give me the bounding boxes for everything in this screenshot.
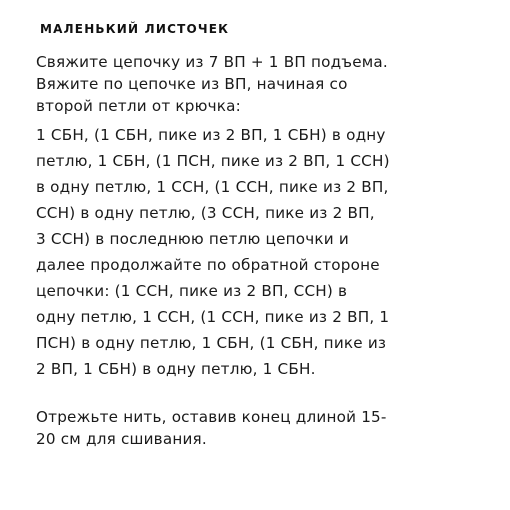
steps-line: 2 ВП, 1 СБН) в одну петлю, 1 СБН.	[36, 360, 316, 378]
steps-line: цепочки: (1 ССН, пике из 2 ВП, ССН) в	[36, 282, 348, 300]
intro-paragraph	[36, 51, 388, 117]
steps-line: ССН) в одну петлю, (3 ССН, пике из 2 ВП,	[36, 204, 375, 222]
intro-line: Свяжите цепочку из 7 ВП + 1 ВП подъема.	[36, 53, 388, 71]
page-title: МАЛЕНЬКИЙ ЛИСТОЧЕК	[40, 22, 230, 36]
outro-line: 20 см для сшивания.	[36, 430, 207, 448]
intro-line: Вяжите по цепочке из ВП, начиная со	[36, 75, 348, 93]
outro-paragraph	[36, 406, 387, 450]
steps-line: 3 ССН) в последнюю петлю цепочки и	[36, 230, 349, 248]
steps-line: одну петлю, 1 ССН, (1 ССН, пике из 2 ВП, 1	[36, 308, 390, 326]
steps-line: петлю, 1 СБН, (1 ПСН, пике из 2 ВП, 1 ССН)	[36, 152, 390, 170]
steps-line: далее продолжайте по обратной стороне	[36, 256, 380, 274]
steps-line: в одну петлю, 1 ССН, (1 ССН, пике из 2 ВП,	[36, 178, 389, 196]
steps-line: ПСН) в одну петлю, 1 СБН, (1 СБН, пике из	[36, 334, 387, 352]
steps-line: 1 СБН, (1 СБН, пике из 2 ВП, 1 СБН) в одну	[36, 126, 386, 144]
intro-line: второй петли от крючка:	[36, 97, 241, 115]
steps-paragraph	[36, 122, 390, 382]
outro-line: Отрежьте нить, оставив конец длиной 15-	[36, 408, 387, 426]
